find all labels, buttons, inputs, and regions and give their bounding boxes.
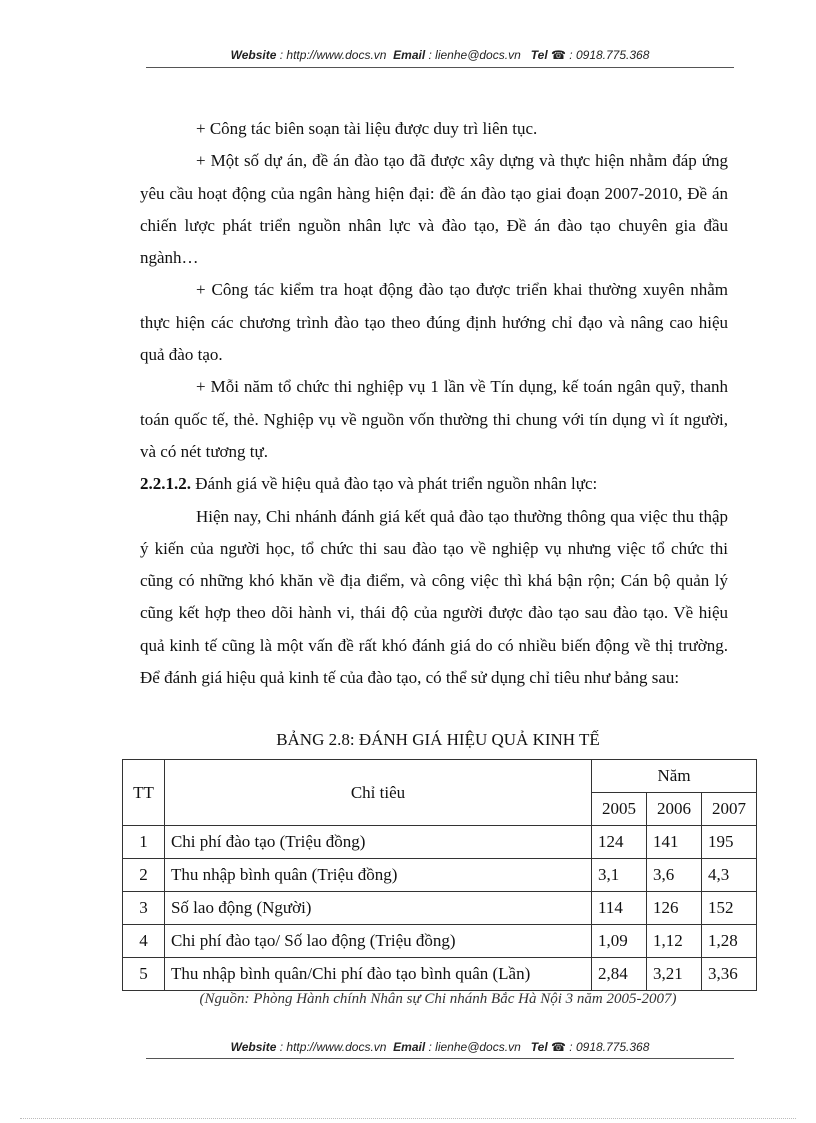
cell-tt: 1 bbox=[123, 826, 165, 859]
table-row bbox=[123, 826, 757, 859]
section-title: Đánh giá về hiệu quả đào tạo và phát triển nguồn nhân lực: bbox=[191, 474, 598, 494]
cell-2005: 124 bbox=[592, 826, 647, 859]
email-sep: : bbox=[425, 48, 436, 62]
cell-indicator: Thu nhập bình quân (Triệu đồng) bbox=[164, 859, 591, 892]
phone-icon: ☎ bbox=[551, 1040, 566, 1054]
cell-indicator: Chi phí đào tạo/ Số lao động (Triệu đồng) bbox=[164, 925, 591, 958]
cell-2007: 152 bbox=[701, 892, 756, 925]
cell-indicator: Thu nhập bình quân/Chi phí đào tạo bình quân (Lần) bbox=[164, 958, 591, 991]
th-year: Năm bbox=[592, 760, 757, 793]
cell-tt: 5 bbox=[123, 958, 165, 991]
email-label: Email bbox=[393, 48, 426, 62]
table-row bbox=[123, 958, 757, 991]
cell-indicator: Chi phí đào tạo (Triệu đồng) bbox=[164, 826, 591, 859]
economic-efficiency-table bbox=[122, 759, 757, 991]
document-body bbox=[140, 113, 728, 694]
website-sep: : bbox=[276, 48, 287, 62]
th-indicator: Chỉ tiêu bbox=[164, 760, 591, 826]
paragraph-4: + Mỗi năm tổ chức thi nghiệp vụ 1 lần về Tín dụng, kế toán ngân quỹ, thanh toán quốc tế, thẻ. Nghiệp vụ về nguồn vốn thường thi chung với tín dụng vì ít người, và có nét tương tự. bbox=[140, 377, 728, 461]
th-2005: 2005 bbox=[592, 793, 647, 826]
table-row bbox=[123, 859, 757, 892]
th-2006: 2006 bbox=[647, 793, 702, 826]
th-tt: TT bbox=[123, 760, 165, 826]
website-label: Website bbox=[230, 1040, 277, 1054]
tel-number: : 0918.775.368 bbox=[565, 48, 650, 62]
table-row bbox=[123, 925, 757, 958]
cell-2007: 4,3 bbox=[701, 859, 756, 892]
email-label: Email bbox=[393, 1040, 426, 1054]
cell-tt: 3 bbox=[123, 892, 165, 925]
cell-tt: 2 bbox=[123, 859, 165, 892]
table-title: BẢNG 2.8: ĐÁNH GIÁ HIỆU QUẢ KINH TẾ bbox=[276, 730, 600, 749]
header-rule bbox=[146, 67, 734, 68]
website-url: http://www.docs.vn bbox=[286, 48, 387, 62]
page-footer bbox=[148, 1040, 732, 1054]
website-url: http://www.docs.vn bbox=[286, 1040, 387, 1054]
tel-label: Tel bbox=[530, 48, 548, 62]
cell-2007: 195 bbox=[701, 826, 756, 859]
cell-2005: 1,09 bbox=[592, 925, 647, 958]
email-address: lienhe@docs.vn bbox=[435, 1040, 521, 1054]
website-sep: : bbox=[276, 1040, 287, 1054]
phone-icon: ☎ bbox=[551, 48, 566, 62]
paragraph-3: + Công tác kiểm tra hoạt động đào tạo được triển khai thường xuyên nhằm thực hiện các chương trình đào tạo theo đúng định hướng chỉ đạo và nâng cao hiệu quả đào tạo. bbox=[140, 280, 728, 365]
paragraph-2: + Một số dự án, đề án đào tạo đã được xây dựng và thực hiện nhằm đáp ứng yêu cầu hoạt động của ngân hàng hiện đại: đề án đào tạo giai đoạn 2007-2010, Đề án chiến lược phát triển nguồn nhân lực và đào tạo, Đề án đào tạo chuyên gia đầu ngành… bbox=[140, 151, 728, 268]
website-label: Website bbox=[230, 48, 277, 62]
cell-indicator: Số lao động (Người) bbox=[164, 892, 591, 925]
cell-2005: 2,84 bbox=[592, 958, 647, 991]
email-sep: : bbox=[425, 1040, 436, 1054]
table-source-note: (Nguồn: Phòng Hành chính Nhân sự Chi nhánh Bắc Hà Nội 3 năm 2005-2007) bbox=[199, 991, 677, 1007]
page-header bbox=[148, 48, 732, 62]
cell-2006: 3,21 bbox=[647, 958, 702, 991]
cell-2006: 141 bbox=[647, 826, 702, 859]
table-row bbox=[123, 892, 757, 925]
cell-2005: 114 bbox=[592, 892, 647, 925]
th-2007: 2007 bbox=[701, 793, 756, 826]
cell-2007: 1,28 bbox=[701, 925, 756, 958]
paragraph-5: Hiện nay, Chi nhánh đánh giá kết quả đào tạo thường thông qua việc thu thập ý kiến của người học, tổ chức thi sau đào tạo về nghiệp vụ nhưng việc tổ chức thi cũng có những khó khăn về địa điểm, và công việc thì khá bận rộn; Cán bộ quản lý cũng kết hợp theo dõi hành vi, thái độ của người được đào tạo sau đào tạo. Về hiệu quả kinh tế cũng là một vấn đề rất khó đánh giá do có nhiều biến động về thị trường. Để đánh giá hiệu quả kinh tế của đào tạo, có thể sử dụng chỉ tiêu như bảng sau: bbox=[140, 506, 728, 688]
section-number: 2.2.1.2. bbox=[140, 474, 191, 494]
cell-tt: 4 bbox=[123, 925, 165, 958]
cell-2007: 3,36 bbox=[701, 958, 756, 991]
page-edge-divider bbox=[20, 1118, 796, 1119]
cell-2005: 3,1 bbox=[592, 859, 647, 892]
cell-2006: 126 bbox=[647, 892, 702, 925]
paragraph-1: + Công tác biên soạn tài liệu được duy trì liên tục. bbox=[196, 119, 538, 138]
footer-rule bbox=[146, 1058, 734, 1059]
email-address: lienhe@docs.vn bbox=[435, 48, 521, 62]
tel-number: : 0918.775.368 bbox=[565, 1040, 650, 1054]
section-heading bbox=[140, 468, 728, 500]
table-header-row bbox=[123, 760, 757, 793]
cell-2006: 1,12 bbox=[647, 925, 702, 958]
cell-2006: 3,6 bbox=[647, 859, 702, 892]
tel-label: Tel bbox=[530, 1040, 548, 1054]
